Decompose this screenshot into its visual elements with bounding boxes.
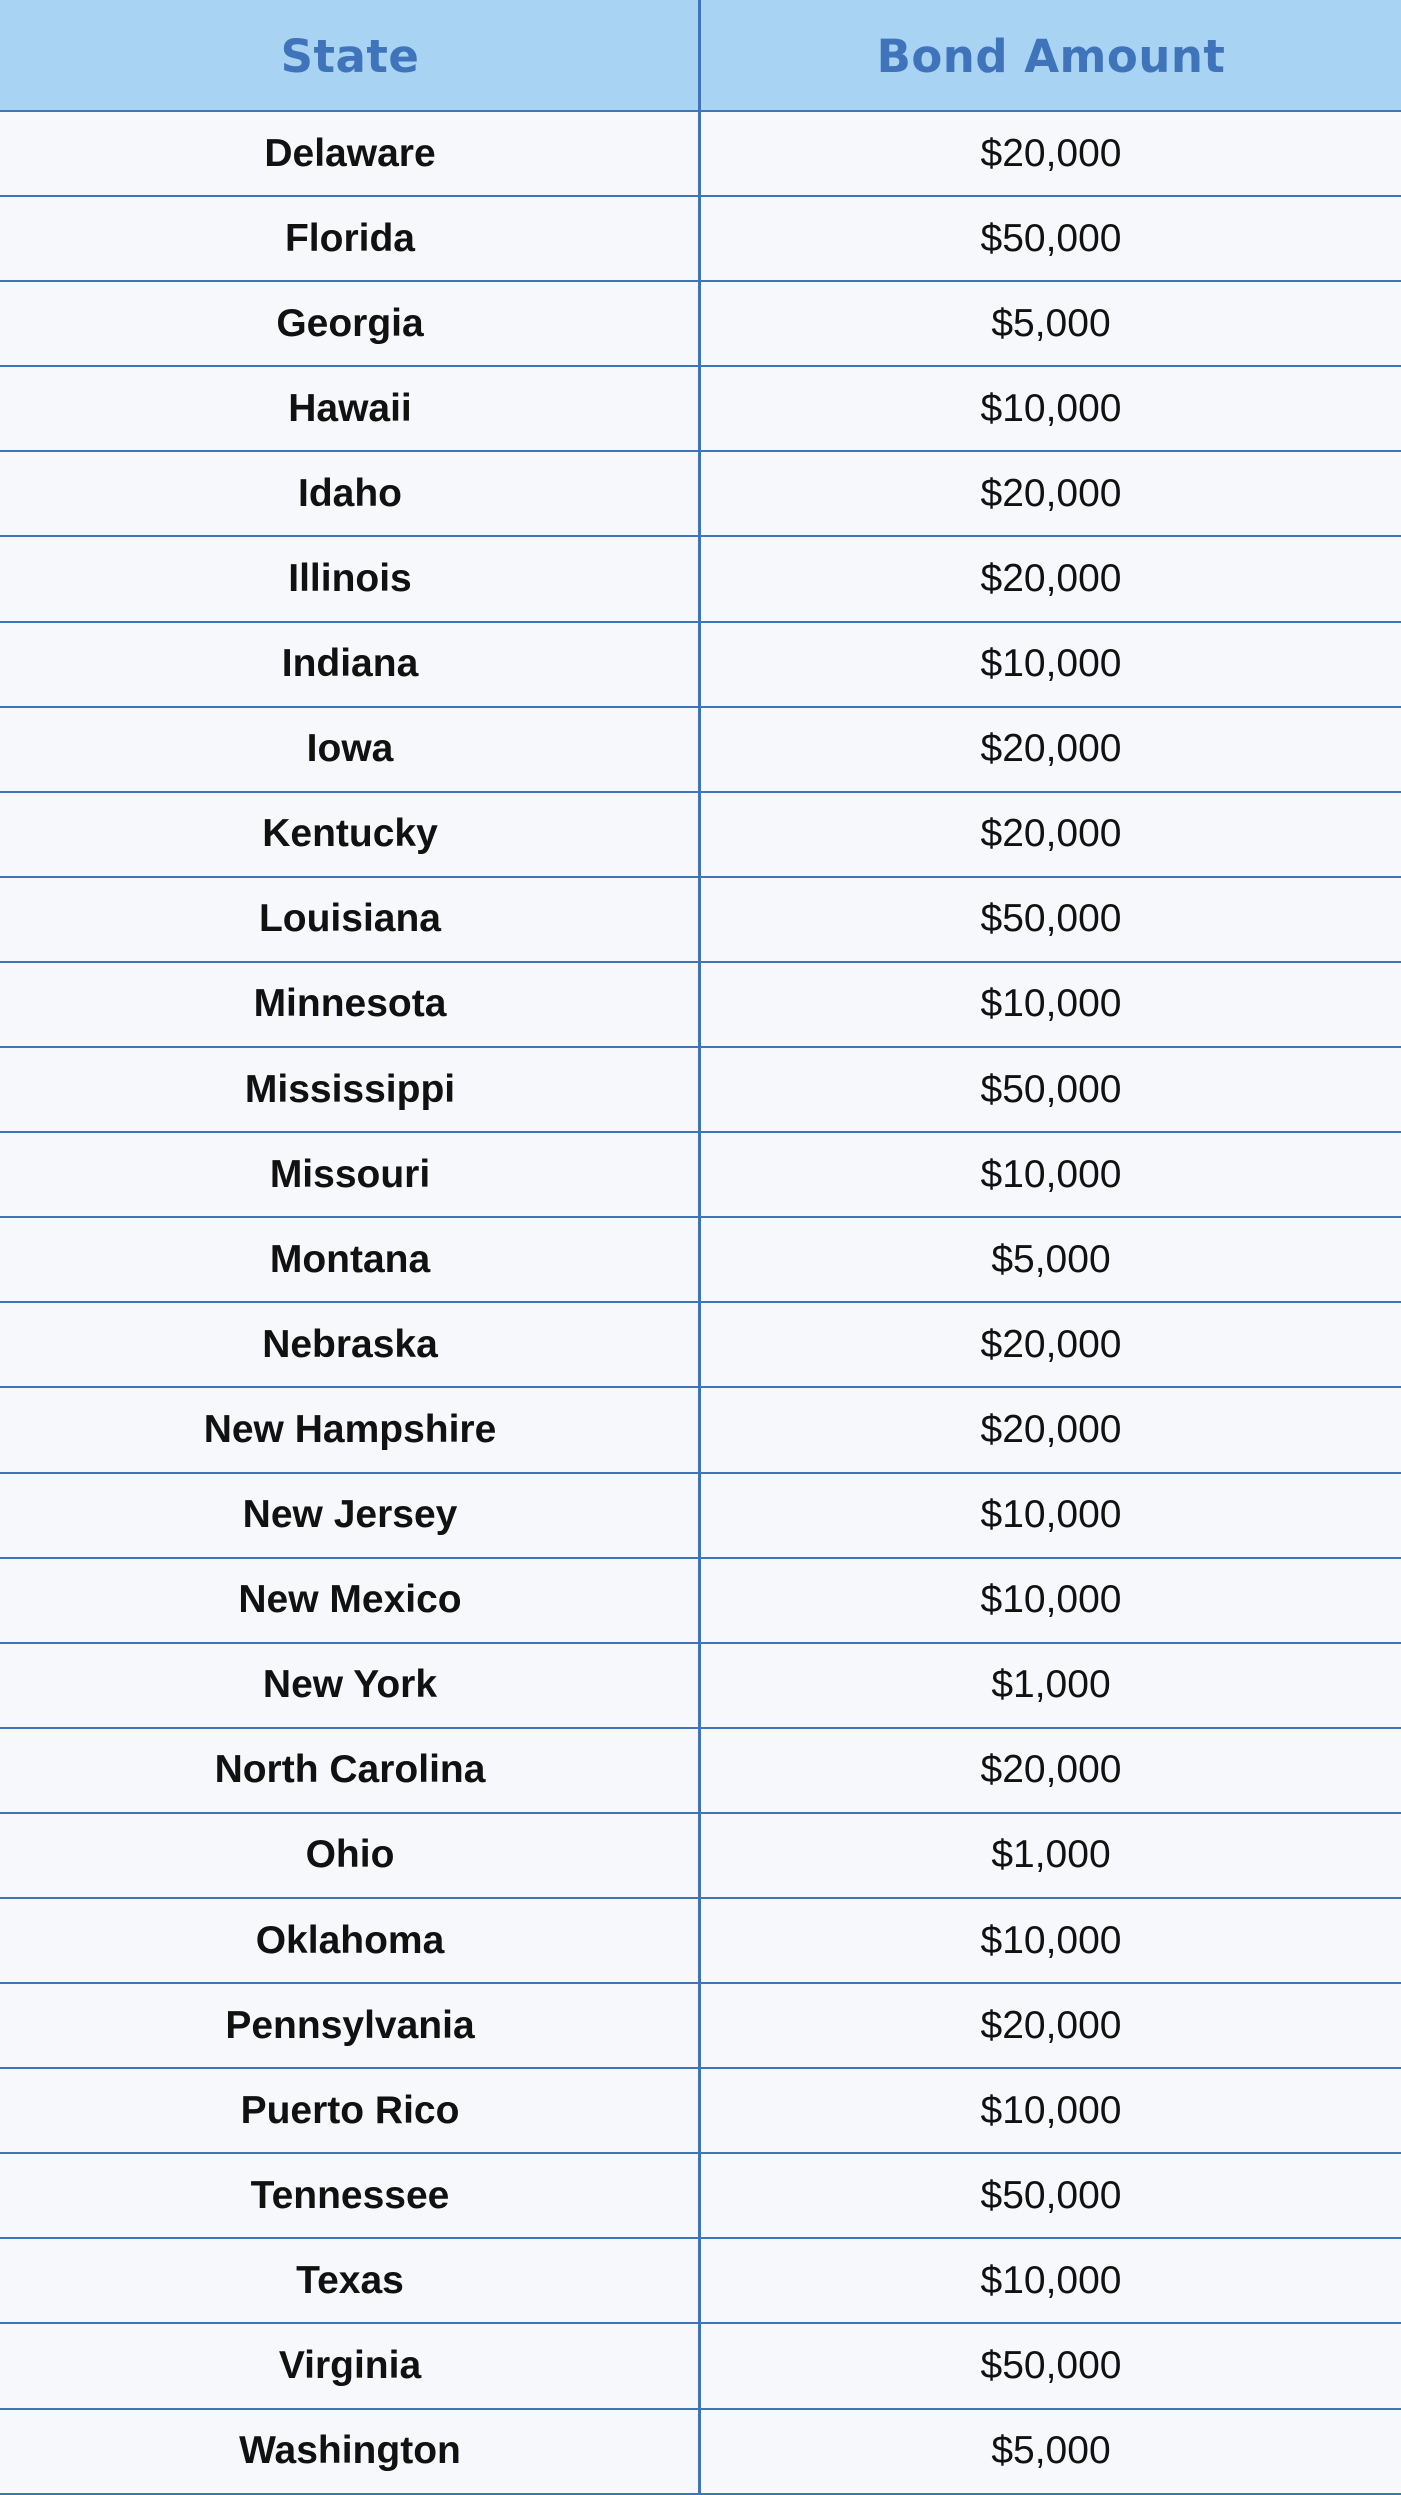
state-cell: Oklahoma <box>255 1918 445 1962</box>
bond-amount-cell: $50,000 <box>980 1067 1122 1111</box>
bond-amount-cell: $50,000 <box>980 2173 1122 2217</box>
state-cell: Virginia <box>278 2343 422 2387</box>
bond-amount-cell: $20,000 <box>980 1748 1122 1792</box>
bond-amount-cell: $20,000 <box>980 557 1122 601</box>
bond-amount-cell: $20,000 <box>980 2003 1122 2047</box>
bond-amount-cell: $10,000 <box>980 642 1122 686</box>
bond-amount-cell: $5,000 <box>991 2429 1111 2473</box>
bond-amount-cell: $20,000 <box>980 131 1122 175</box>
state-cell: Georgia <box>276 301 424 345</box>
bond-amount-cell: $1,000 <box>991 1663 1111 1707</box>
state-cell: Florida <box>284 216 415 260</box>
state-cell: Iowa <box>306 727 394 771</box>
bond-amount-cell: $5,000 <box>991 1237 1111 1281</box>
state-cell: Pennsylvania <box>225 2003 475 2047</box>
bond-amount-cell: $10,000 <box>980 2088 1122 2132</box>
bond-amount-cell: $50,000 <box>980 216 1122 260</box>
bond-amount-cell: $10,000 <box>980 1493 1122 1537</box>
bond-amount-cell: $10,000 <box>980 1918 1122 1962</box>
state-cell: Minnesota <box>253 982 447 1026</box>
header-bond-amount: Bond Amount <box>876 29 1226 83</box>
state-cell: Washington <box>239 2429 461 2473</box>
state-cell: New Jersey <box>242 1493 458 1537</box>
state-cell: Tennessee <box>250 2173 450 2217</box>
column-divider <box>698 0 701 2495</box>
state-cell: Indiana <box>281 642 419 686</box>
bond-amount-cell: $1,000 <box>991 1833 1111 1877</box>
state-cell: Missouri <box>269 1152 431 1196</box>
state-cell: Idaho <box>298 471 402 515</box>
bond-amount-cell: $20,000 <box>980 471 1122 515</box>
bond-amount-cell: $10,000 <box>980 386 1122 430</box>
bond-amount-cell: $10,000 <box>980 2258 1122 2302</box>
bond-amount-cell: $10,000 <box>980 982 1122 1026</box>
state-cell: New Mexico <box>238 1578 462 1622</box>
state-cell: North Carolina <box>214 1748 486 1792</box>
state-cell: Louisiana <box>258 897 442 941</box>
state-cell: New Hampshire <box>203 1407 497 1451</box>
state-cell: Delaware <box>264 131 436 175</box>
bond-amount-cell: $10,000 <box>980 1152 1122 1196</box>
bond-amount-cell: $50,000 <box>980 897 1122 941</box>
header-state: State <box>280 29 420 83</box>
bond-amount-cell: $5,000 <box>991 301 1111 345</box>
state-cell: Illinois <box>288 557 412 601</box>
bond-amount-cell: $20,000 <box>980 727 1122 771</box>
state-cell: Kentucky <box>262 812 438 856</box>
state-cell: New York <box>262 1663 438 1707</box>
state-cell: Hawaii <box>288 386 412 430</box>
bond-amount-cell: $20,000 <box>980 1407 1122 1451</box>
state-cell: Nebraska <box>262 1322 438 1366</box>
bond-amount-cell: $20,000 <box>980 812 1122 856</box>
state-cell: Ohio <box>305 1833 395 1877</box>
state-cell: Montana <box>269 1237 431 1281</box>
bond-amount-cell: $50,000 <box>980 2343 1122 2387</box>
state-cell: Texas <box>296 2258 404 2302</box>
state-cell: Puerto Rico <box>240 2088 460 2132</box>
bond-amount-cell: $10,000 <box>980 1578 1122 1622</box>
bond-amount-cell: $20,000 <box>980 1322 1122 1366</box>
state-cell: Mississippi <box>244 1067 456 1111</box>
